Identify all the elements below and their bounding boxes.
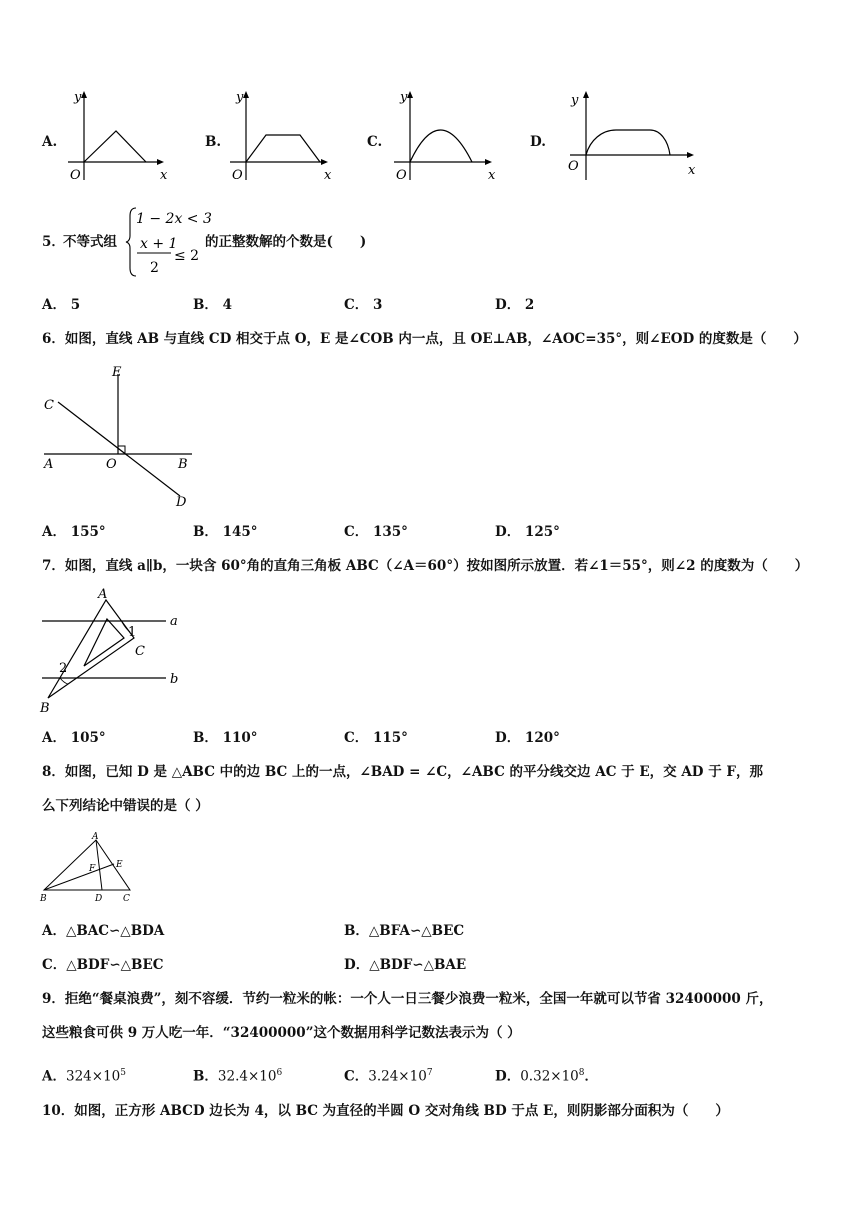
origin-label: O	[396, 168, 407, 183]
x-axis-label: x	[688, 163, 696, 178]
q8-option-a: A．△BAC∽△BDA	[42, 923, 165, 939]
point-c-label: C	[123, 894, 130, 904]
point-b-label: B	[40, 894, 47, 904]
origin-label: O	[232, 168, 243, 183]
q5-option-a: A． 5	[42, 297, 81, 313]
q6-option-a: A． 155°	[42, 524, 106, 540]
point-o-label: O	[106, 457, 117, 472]
q7-figure	[36, 586, 196, 718]
q6-option-d: D． 125°	[495, 524, 560, 540]
q7-option-d: D． 120°	[495, 730, 560, 746]
q8-figure	[38, 828, 138, 908]
q4-option-c-letter: C.	[367, 134, 383, 150]
q5-number: 5．	[42, 234, 65, 250]
x-axis-label: x	[160, 168, 168, 183]
angle-2-label: 2	[59, 661, 68, 676]
q8-stem-line1: 8．如图，已知 D 是 △ABC 中的边 BC 上的一点，∠BAD = ∠C，∠ABC 的平分线交边 AC 于 E，交 AD 于 F，那	[42, 764, 764, 780]
point-c-label: C	[44, 398, 54, 413]
q9-stem-line2: 这些粮食可供 9 万人吃一年．“32400000”这个数据用科学记数法表示为（ ）	[42, 1025, 521, 1041]
q4-option-d-letter: D.	[530, 134, 546, 150]
q7-stem: 7．如图，直线 a∥b，一块含 60°角的直角三角板 ABC（∠A＝60°）按如图所示放置．若∠1＝55°，则∠2 的度数为（ ）	[42, 558, 809, 574]
q7-option-a: A． 105°	[42, 730, 106, 746]
angle-1-label: 1	[128, 625, 137, 640]
y-axis-label: y	[400, 90, 408, 105]
point-d-label: D	[95, 894, 103, 904]
q5-prefix: 不等式组	[63, 234, 117, 250]
q5-inequality-system	[126, 206, 212, 278]
q9-option-d: D．$0.32\times 10^8$．	[495, 1068, 599, 1085]
q5-inequality-1: 1 − 2x < 3	[136, 211, 212, 227]
q5-inequality-2-numerator: x + 1	[140, 236, 178, 252]
y-axis-label: y	[236, 90, 244, 105]
q5-inequality-2-denominator: 2	[150, 260, 159, 276]
q4-graph-d	[562, 88, 702, 183]
q7-option-b: B． 110°	[193, 730, 258, 746]
q5-suffix: 的正整数解的个数是( )	[205, 234, 367, 250]
line-b-label: b	[170, 672, 179, 687]
origin-label: O	[568, 159, 579, 174]
point-d-label: D	[176, 495, 187, 510]
q4-graph-c	[386, 88, 506, 183]
x-axis-label: x	[324, 168, 332, 183]
line-a-label: a	[170, 614, 178, 629]
q8-stem-line2: 么下列结论中错误的是（ ）	[42, 798, 209, 814]
q4-graph-b	[222, 88, 342, 183]
q4-option-b-letter: B.	[205, 134, 222, 150]
point-e-label: E	[116, 860, 123, 870]
q10-stem: 10．如图，正方形 ABCD 边长为 4，以 BC 为直径的半圆 O 交对角线 BD 于点 E，则阴影部分面积为（ ）	[42, 1103, 729, 1119]
q9-stem-line1: 9．拒绝“餐桌浪费”，刻不容缓．节约一粒米的帐：一个人一日三餐少浪费一粒米，全国一年就可以节省 32400000 斤，	[42, 991, 773, 1007]
q6-option-b: B． 145°	[193, 524, 258, 540]
point-a-label: A	[98, 587, 108, 602]
q8-option-b: B．△BFA∽△BEC	[344, 923, 465, 939]
q5-option-b: B． 4	[193, 297, 233, 313]
q9-option-a: A．$324\times 10^5$	[42, 1068, 126, 1085]
x-axis-label: x	[488, 168, 496, 183]
q7-option-c: C． 115°	[344, 730, 408, 746]
q4-graph-a	[60, 88, 180, 183]
point-a-label: A	[92, 832, 99, 842]
q5-option-c: C． 3	[344, 297, 383, 313]
q9-option-b: B．$32.4\times 10^6$	[193, 1068, 283, 1085]
point-a-label: A	[44, 457, 54, 472]
q4-option-a-letter: A.	[42, 134, 58, 150]
q6-figure	[40, 362, 200, 512]
q5-inequality-2-relation: ≤ 2	[174, 248, 200, 264]
y-axis-label: y	[571, 93, 579, 108]
q6-option-c: C． 135°	[344, 524, 408, 540]
point-e-label: E	[112, 365, 122, 380]
point-f-label: F	[89, 864, 96, 874]
q5-option-d: D． 2	[495, 297, 535, 313]
q9-option-c: C．$3.24\times 10^7$	[344, 1068, 433, 1085]
origin-label: O	[70, 168, 81, 183]
q6-stem: 6．如图，直线 AB 与直线 CD 相交于点 O，E 是∠COB 内一点，且 OE⊥AB，∠AOC=35°，则∠EOD 的度数是（ ）	[42, 331, 807, 347]
y-axis-label: y	[74, 90, 82, 105]
q8-option-c: C．△BDF∽△BEC	[42, 957, 164, 973]
point-b-label: B	[40, 701, 50, 716]
point-c-label: C	[135, 644, 145, 659]
q8-option-d: D．△BDF∽△BAE	[344, 957, 467, 973]
point-b-label: B	[178, 457, 188, 472]
